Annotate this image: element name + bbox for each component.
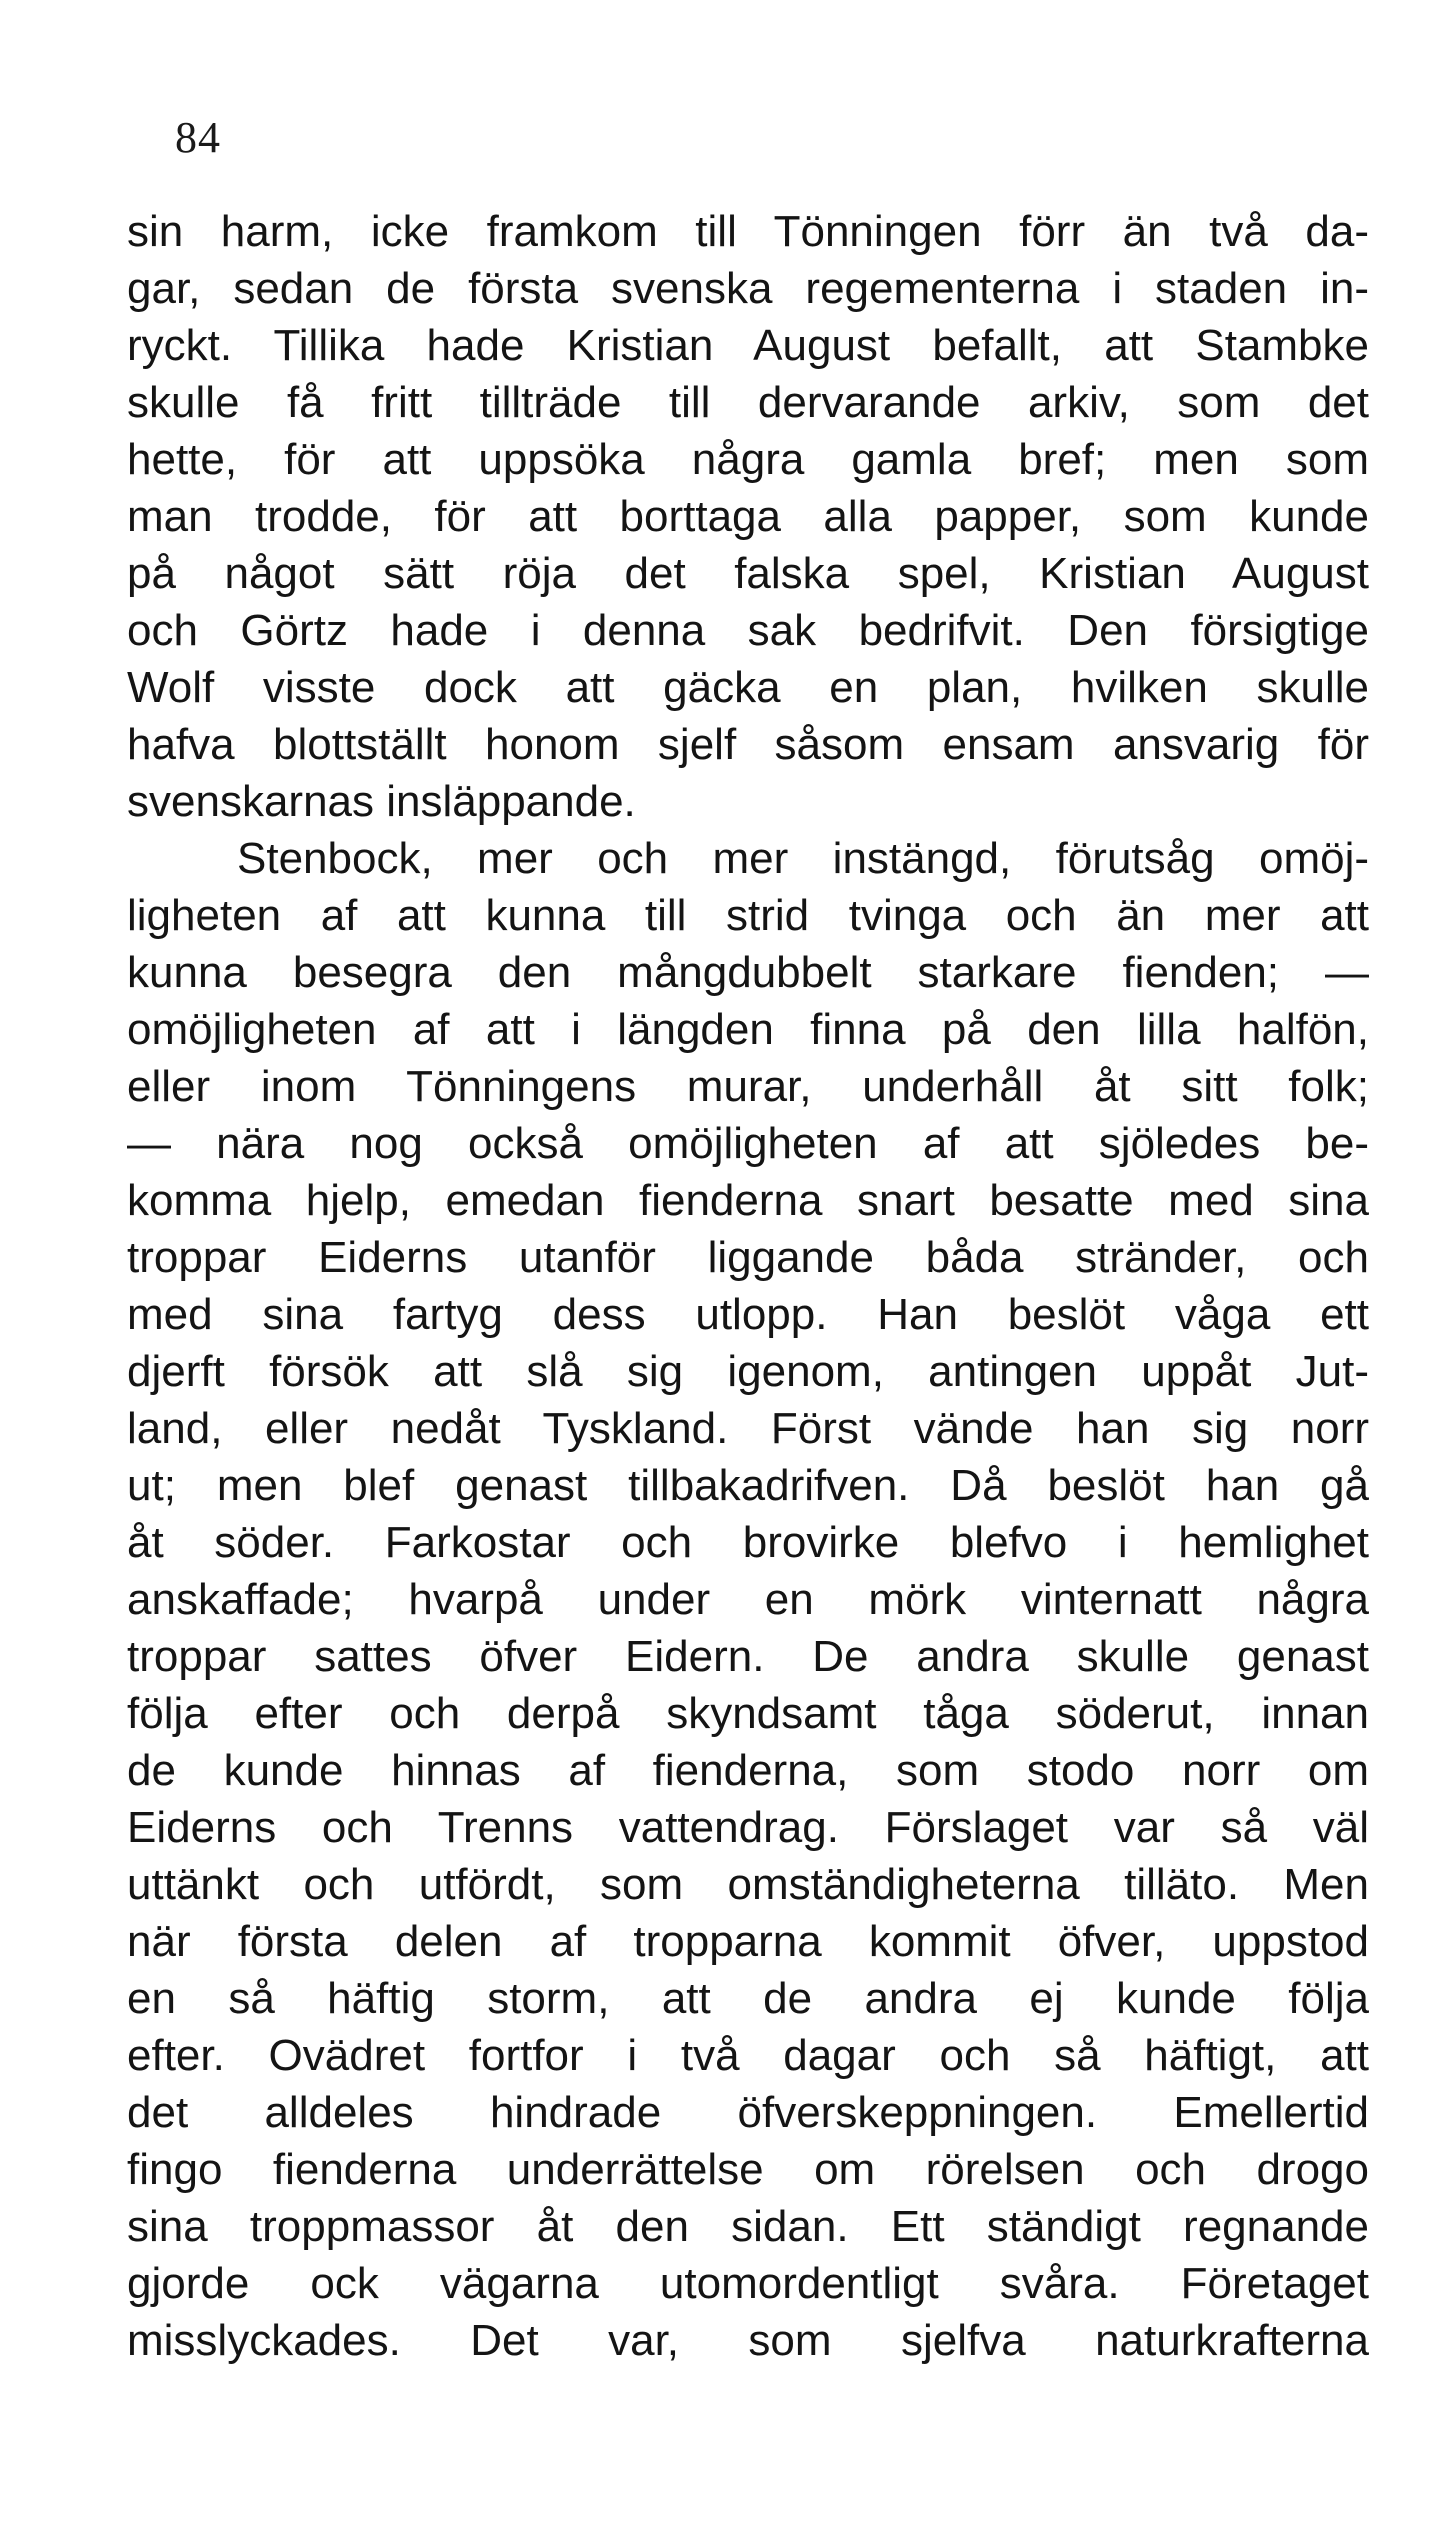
- text-line: följa efter och derpå skyndsamt tåga söderut, innan: [127, 1689, 1369, 1738]
- paragraph-start-line: Stenbock, mer och mer instängd, förutsåg omöj-: [237, 834, 1369, 883]
- text-line: komma hjelp, emedan fienderna snart besatte med sina: [127, 1176, 1369, 1225]
- text-line: hafva blottställt honom sjelf såsom ensam ansvarig för: [127, 720, 1369, 769]
- text-line: och Görtz hade i denna sak bedrifvit. Den försigtige: [127, 606, 1369, 655]
- text-line: troppar Eiderns utanför liggande båda stränder, och: [127, 1233, 1369, 1282]
- text-line: anskaffade; hvarpå under en mörk vinternatt några: [127, 1575, 1369, 1624]
- text-line: ryckt. Tillika hade Kristian August befallt, att Stambke: [127, 321, 1369, 370]
- text-line: misslyckades. Det var, som sjelfva naturkrafterna: [127, 2316, 1369, 2365]
- text-line: man trodde, för att borttaga alla papper, som kunde: [127, 492, 1369, 541]
- text-line: när första delen af tropparna kommit öfver, uppstod: [127, 1917, 1369, 1966]
- body-text: [127, 203, 1369, 2369]
- text-line: sina troppmassor åt den sidan. Ett ständigt regnande: [127, 2202, 1369, 2251]
- text-line: omöjligheten af att i längden finna på den lilla halfön,: [127, 1005, 1369, 1054]
- text-line: skulle få fritt tillträde till dervarande arkiv, som det: [127, 378, 1369, 427]
- text-line: — nära nog också omöjligheten af att sjöledes be-: [127, 1119, 1369, 1168]
- text-line: sin harm, icke framkom till Tönningen förr än två da-: [127, 207, 1369, 256]
- text-line: ligheten af att kunna till strid tvinga och än mer att: [127, 891, 1369, 940]
- text-line: land, eller nedåt Tyskland. Först vände han sig norr: [127, 1404, 1369, 1453]
- text-line: hette, för att uppsöka några gamla bref; men som: [127, 435, 1369, 484]
- text-line: ut; men blef genast tillbakadrifven. Då beslöt han gå: [127, 1461, 1369, 1510]
- text-line: gar, sedan de första svenska regementerna i staden in-: [127, 264, 1369, 313]
- text-line: åt söder. Farkostar och brovirke blefvo i hemlighet: [127, 1518, 1369, 1567]
- text-line: fingo fienderna underrättelse om rörelsen och drogo: [127, 2145, 1369, 2194]
- text-line: gjorde ock vägarna utomordentligt svåra. Företaget: [127, 2259, 1369, 2308]
- text-line: på något sätt röja det falska spel, Kristian August: [127, 549, 1369, 598]
- page-number: 84: [175, 113, 221, 162]
- text-line: med sina fartyg dess utlopp. Han beslöt våga ett: [127, 1290, 1369, 1339]
- text-line: efter. Ovädret fortfor i två dagar och så häftigt, att: [127, 2031, 1369, 2080]
- text-line: troppar sattes öfver Eidern. De andra skulle genast: [127, 1632, 1369, 1681]
- paragraph-end-line: svenskarnas insläppande.: [127, 777, 636, 826]
- text-line: en så häftig storm, att de andra ej kunde följa: [127, 1974, 1369, 2023]
- text-line: de kunde hinnas af fienderna, som stodo norr om: [127, 1746, 1369, 1795]
- text-line: Wolf visste dock att gäcka en plan, hvilken skulle: [127, 663, 1369, 712]
- text-line: djerft försök att slå sig igenom, antingen uppåt Jut-: [127, 1347, 1369, 1396]
- text-line: uttänkt och utfördt, som omständigheterna tilläto. Men: [127, 1860, 1369, 1909]
- text-line: kunna besegra den mångdubbelt starkare fienden; —: [127, 948, 1369, 997]
- text-line: Eiderns och Trenns vattendrag. Förslaget var så väl: [127, 1803, 1369, 1852]
- text-line: det alldeles hindrade öfverskeppningen. Emellertid: [127, 2088, 1369, 2137]
- text-line: eller inom Tönningens murar, underhåll åt sitt folk;: [127, 1062, 1369, 1111]
